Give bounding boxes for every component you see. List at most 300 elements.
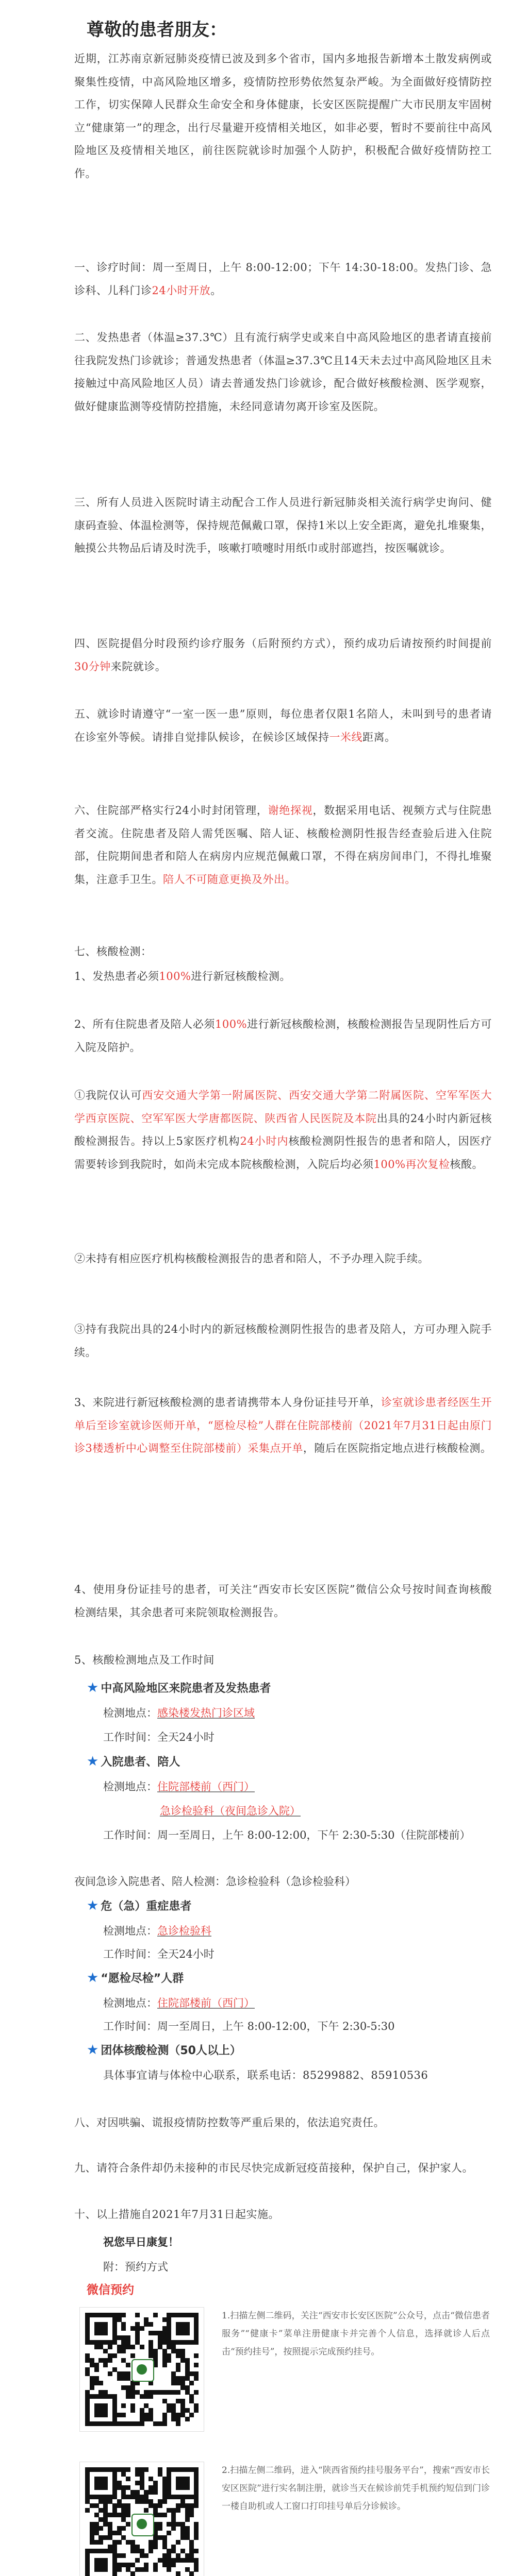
qr-module: [167, 2408, 171, 2413]
qr-module: [103, 2558, 108, 2563]
qr-module: [194, 2503, 199, 2508]
qr-module: [189, 2394, 194, 2399]
qr-module: [130, 2390, 135, 2395]
qr-module: [121, 2508, 126, 2513]
wish-text: 祝您早日康复！: [103, 2235, 179, 2248]
qr-module: [162, 2535, 167, 2540]
qr-module: [185, 2408, 190, 2413]
qr-module: [103, 2499, 108, 2504]
qr-module: [112, 2367, 117, 2372]
qr-module: [153, 2353, 158, 2358]
qr-module: [98, 2485, 103, 2490]
qr-module: [112, 2472, 117, 2477]
item-7-1: 1、发热患者必须100%进行新冠核酸检测。: [74, 970, 291, 982]
item-4-appointment: 四、医院提倡分时段预约诊疗服务（后附预约方式），预约成功后请按预约时间提前30分钟来院就诊。: [74, 637, 492, 673]
qr-module: [103, 2513, 108, 2517]
qr-module: [130, 2421, 135, 2426]
qr-module: [185, 2367, 190, 2372]
qr-module: [162, 2495, 167, 2499]
qr-module: [130, 2385, 135, 2390]
qr-module: [176, 2340, 180, 2345]
qr-module: [194, 2335, 199, 2340]
qr-module: [117, 2349, 122, 2353]
qr-module: [153, 2331, 158, 2335]
qr-module: [176, 2417, 180, 2421]
qr-module: [176, 2376, 180, 2381]
qr-module: [194, 2403, 199, 2408]
qr-module: [112, 2567, 117, 2572]
qr-module: [103, 2477, 108, 2481]
qr-module: [103, 2567, 108, 2572]
qr-module: [94, 2394, 99, 2399]
qr-module: [148, 2490, 153, 2495]
qr-module: [126, 2567, 130, 2572]
qr-module: [121, 2376, 126, 2381]
qr-module: [176, 2508, 180, 2513]
qr-module: [112, 2394, 117, 2399]
qr-module: [189, 2381, 194, 2385]
qr-module: [189, 2313, 194, 2317]
group-2-time: 工作时间：周一至周日，上午 8:00-12:00，下午 2:30-5:30（住院部楼前）: [103, 1829, 471, 1841]
qr-module: [185, 2358, 190, 2363]
qr-module: [185, 2513, 190, 2517]
qr-module: [167, 2558, 171, 2563]
qr-module: [185, 2503, 190, 2508]
qr-module: [130, 2408, 135, 2413]
group-1-time: 工作时间：全天24小时: [103, 1731, 214, 1743]
group-2-location-night: 急诊检验科（夜间急诊入院）: [160, 1805, 301, 1817]
qr-module: [176, 2353, 180, 2358]
qr-module: [135, 2390, 140, 2395]
qr-module: [103, 2517, 108, 2522]
qr-module: [90, 2540, 94, 2545]
qr-module: [167, 2567, 171, 2572]
qr-module: [194, 2363, 199, 2367]
qr-module: [144, 2563, 148, 2567]
qr-module: [180, 2522, 185, 2527]
qr-module: [162, 2358, 167, 2363]
qr-module: [144, 2390, 148, 2395]
qr-module: [167, 2335, 171, 2340]
qr-module: [162, 2399, 167, 2403]
qr-module: [126, 2363, 130, 2367]
qr-module: [117, 2540, 122, 2545]
qr-module: [185, 2567, 190, 2572]
qr-module: [167, 2317, 171, 2322]
qr-module: [148, 2413, 153, 2417]
qr-module: [180, 2399, 185, 2403]
qr-module: [148, 2503, 153, 2508]
qr-module: [108, 2467, 112, 2472]
qr-module: [180, 2413, 185, 2417]
qr-module: [98, 2499, 103, 2504]
qr-module: [98, 2326, 103, 2331]
qr-module: [180, 2358, 185, 2363]
qr-module: [185, 2526, 190, 2531]
qr-module: [98, 2526, 103, 2531]
qr-module: [126, 2335, 130, 2340]
qr-module: [117, 2513, 122, 2517]
qr-module: [112, 2545, 117, 2549]
qr-module: [162, 2553, 167, 2558]
item-7-heading: 七、核酸检测：: [74, 945, 152, 958]
qr-module: [112, 2335, 117, 2340]
qr-module: [121, 2349, 126, 2353]
qr-module: [103, 2495, 108, 2499]
item-9: 九、请符合条件却仍未接种的市民尽快完成新冠疫苗接种，保护自己，保护家人。: [74, 2162, 473, 2174]
item-8: 八、对因哄骗、谎报疫情防控数等严重后果的，依法追究责任。: [74, 2116, 385, 2129]
qr-module: [130, 2540, 135, 2545]
qr-module: [176, 2522, 180, 2527]
qr-module: [167, 2358, 171, 2363]
qr-module: [167, 2472, 171, 2477]
qr-module: [103, 2313, 108, 2317]
qr-module: [103, 2467, 108, 2472]
qr-module: [94, 2526, 99, 2531]
qr-module: [85, 2499, 90, 2504]
qr-module: [121, 2513, 126, 2517]
qr-module: [180, 2495, 185, 2499]
qr-module: [112, 2403, 117, 2408]
item-1-hours: 一、诊疗时间：周一至周日，上午 8:00-12:00；下午 14:30-18:00。发热门诊、急诊科、儿科门诊24小时开放。: [74, 261, 492, 297]
qr-module: [140, 2326, 144, 2331]
qr-module: [162, 2417, 167, 2421]
qr-module: [117, 2421, 122, 2426]
qr-module: [94, 2503, 99, 2508]
qr-module: [176, 2495, 180, 2499]
item-7-2-1: ①我院仅认可西安交通大学第一附属医院、西安交通大学第二附属医院、空军军医大学西京医院、空军军医大学唐都医院、陕西省人民医院及本院出具的24小时内新冠核酸检测报告。持以上5家医疗机构24小时内核酸检测阴性报告的患者和陪人，因医疗需要转诊到我院时，如尚未完成本院核酸检测，入院后均必须100%再次复检核酸。: [74, 1089, 492, 1171]
qr-module: [98, 2535, 103, 2540]
qr-module: [94, 2549, 99, 2553]
qr-module: [112, 2322, 117, 2327]
qr-module: [144, 2553, 148, 2558]
qr-module: [85, 2313, 90, 2317]
star-icon: ★: [87, 2042, 99, 2058]
qr-module: [112, 2553, 117, 2558]
qr-module: [194, 2477, 199, 2481]
qr-module: [171, 2545, 176, 2549]
qr-module: [171, 2349, 176, 2353]
qr-module: [98, 2563, 103, 2567]
qr-module: [162, 2413, 167, 2417]
qr-module: [140, 2553, 144, 2558]
qr-module: [121, 2326, 126, 2331]
qr-module: [158, 2345, 162, 2349]
qr-module: [153, 2503, 158, 2508]
qr-module: [171, 2340, 176, 2345]
qr-module: [103, 2549, 108, 2553]
qr-module: [103, 2508, 108, 2513]
qr-module: [171, 2508, 176, 2513]
qr-module: [135, 2467, 140, 2472]
group-2-night-note: 夜间急诊入院患者、陪人检测：急诊检验科（急诊检验科）: [74, 1875, 356, 1888]
qr-module: [153, 2563, 158, 2567]
qr-module: [148, 2322, 153, 2327]
qr-module: [94, 2403, 99, 2408]
qr-module: [148, 2331, 153, 2335]
qr-module: [103, 2394, 108, 2399]
qr-module: [185, 2553, 190, 2558]
qr-module: [167, 2340, 171, 2345]
qr-module: [189, 2495, 194, 2499]
qr-module: [130, 2495, 135, 2499]
qr-module: [135, 2335, 140, 2340]
qr-module: [108, 2522, 112, 2527]
qr-module: [176, 2503, 180, 2508]
qr-module: [85, 2331, 90, 2335]
qr-module: [167, 2563, 171, 2567]
qr-module: [144, 2495, 148, 2499]
wechat-instruction: 1.扫描左侧二维码，关注“西安市长安区医院”公众号，点击“微信患者服务”“健康卡”菜单注册健康卡并完善个人信息，选择就诊人后点击“预约挂号”，按照提示完成预约挂号。: [222, 2311, 490, 2357]
qr-module: [185, 2331, 190, 2335]
qr-module: [194, 2567, 199, 2572]
qr-module: [121, 2413, 126, 2417]
qr-module: [185, 2495, 190, 2499]
qr-module: [185, 2477, 190, 2481]
qr-module: [90, 2340, 94, 2345]
qr-module: [135, 2340, 140, 2345]
qr-module: [167, 2353, 171, 2358]
qr-module: [85, 2549, 90, 2553]
qr-module: [85, 2403, 90, 2408]
qr-module: [171, 2517, 176, 2522]
qr-module: [144, 2413, 148, 2417]
qr-module: [144, 2467, 148, 2472]
qr-module: [162, 2317, 167, 2322]
qr-module: [153, 2313, 158, 2317]
qr-module: [140, 2549, 144, 2553]
qr-module: [135, 2567, 140, 2572]
qr-module: [180, 2526, 185, 2531]
item-3-entry: 三、所有人员进入医院时请主动配合工作人员进行新冠肺炎相关流行病学史询问、健康码查验、体温检测等，保持规范佩戴口罩，保持1米以上安全距离，避免扎堆聚集，触摸公共物品后请及时洗手，咳嗽打喷嚏时用纸巾或肘部遮挡，按医嘱就诊。: [74, 496, 492, 554]
item-7-3: 3、来院进行新冠核酸检测的患者请携带本人身份证挂号开单，诊室就诊患者经医生开单后至诊室就诊医师开单，“愿检尽检”人群在住院部楼前（2021年7月31日起由原门诊3楼透析中心调整至住院部楼前）采集点开单，随后在医院指定地点进行核酸检测。: [74, 1396, 492, 1454]
qr-module: [153, 2490, 158, 2495]
qr-module: [194, 2353, 199, 2358]
qr-module: [162, 2477, 167, 2481]
qr-module: [90, 2363, 94, 2367]
wechat-qr-code: [79, 2307, 204, 2432]
qr-module: [85, 2485, 90, 2490]
qr-module: [112, 2313, 117, 2317]
qr-module: [103, 2363, 108, 2367]
qr-module: [135, 2421, 140, 2426]
qr-module: [85, 2508, 90, 2513]
qr-module: [167, 2508, 171, 2513]
qr-module: [189, 2371, 194, 2376]
qr-module: [94, 2340, 99, 2345]
qr-module: [98, 2390, 103, 2395]
qr-module: [126, 2340, 130, 2345]
qr-module: [85, 2490, 90, 2495]
qr-module: [180, 2558, 185, 2563]
qr-module: [85, 2326, 90, 2331]
qr-module: [176, 2326, 180, 2331]
qr-module: [171, 2390, 176, 2395]
qr-module: [85, 2358, 90, 2363]
group-3-location: 检测地点：急诊检验科: [103, 1925, 211, 1937]
qr-module: [153, 2390, 158, 2395]
star-icon: ★: [87, 1898, 99, 1913]
qr-module: [185, 2535, 190, 2540]
qr-module: [90, 2313, 94, 2317]
qr-module: [121, 2490, 126, 2495]
qr-module: [121, 2526, 126, 2531]
qr-module: [135, 2322, 140, 2327]
qr-module: [180, 2376, 185, 2381]
qr-module: [135, 2472, 140, 2477]
qr-module: [126, 2477, 130, 2481]
qr-module: [103, 2331, 108, 2335]
platform-qr-code: [79, 2462, 204, 2576]
qr-module: [98, 2358, 103, 2363]
qr-module: [103, 2413, 108, 2417]
qr-module: [85, 2417, 90, 2421]
qr-module: [112, 2413, 117, 2417]
qr-module: [130, 2403, 135, 2408]
group-2-heading: ★ 入院患者、陪人: [87, 1754, 180, 1769]
qr-module: [162, 2390, 167, 2395]
qr-module: [90, 2503, 94, 2508]
qr-module: [162, 2545, 167, 2549]
qr-module: [176, 2421, 180, 2426]
group-4-time: 工作时间：周一至周日，上午 8:00-12:00，下午 2:30-5:30: [103, 2020, 395, 2032]
qr-module: [90, 2467, 94, 2472]
group-5-heading: ★ 团体核酸检测（50人以上）: [87, 2042, 241, 2058]
qr-module: [194, 2531, 199, 2535]
qr-module: [135, 2495, 140, 2499]
qr-module: [180, 2485, 185, 2490]
qr-module: [90, 2376, 94, 2381]
qr-module: [117, 2317, 122, 2322]
qr-module: [130, 2490, 135, 2495]
item-7-2-2: ②未持有相应医疗机构核酸检测报告的患者和陪人，不予办理入院手续。: [74, 1252, 429, 1265]
qr-module: [108, 2421, 112, 2426]
qr-module: [185, 2313, 190, 2317]
item-7-2: 2、所有住院患者及陪人必须100%进行新冠核酸检测，核酸检测报告呈现阴性后方可入院及陪护。: [74, 1018, 492, 1054]
qr-module: [85, 2571, 90, 2576]
qr-module: [85, 2558, 90, 2563]
qr-module: [126, 2503, 130, 2508]
qr-module: [148, 2340, 153, 2345]
qr-module: [103, 2349, 108, 2353]
qr-module: [94, 2531, 99, 2535]
qr-module: [162, 2513, 167, 2517]
qr-module: [189, 2571, 194, 2576]
qr-module: [126, 2467, 130, 2472]
qr-module: [85, 2390, 90, 2395]
qr-module: [103, 2358, 108, 2363]
qr-module: [144, 2417, 148, 2421]
qr-module: [135, 2558, 140, 2563]
qr-module: [112, 2503, 117, 2508]
qr-module: [167, 2481, 171, 2485]
qr-module: [194, 2390, 199, 2395]
qr-module: [98, 2549, 103, 2553]
qr-module: [108, 2549, 112, 2553]
qr-module: [171, 2495, 176, 2499]
qr-module: [194, 2467, 199, 2472]
qr-module: [144, 2322, 148, 2327]
qr-module: [185, 2485, 190, 2490]
qr-module: [112, 2421, 117, 2426]
qr-module: [108, 2358, 112, 2363]
qr-module: [180, 2326, 185, 2331]
qr-module: [162, 2558, 167, 2563]
qr-module: [194, 2485, 199, 2490]
qr-module: [130, 2326, 135, 2331]
qr-module: [176, 2331, 180, 2335]
qr-module: [85, 2408, 90, 2413]
qr-module: [180, 2535, 185, 2540]
qr-module: [121, 2358, 126, 2363]
qr-module: [112, 2467, 117, 2472]
qr-module: [103, 2326, 108, 2331]
qr-module: [185, 2390, 190, 2395]
qr-module: [85, 2481, 90, 2485]
qr-module: [158, 2535, 162, 2540]
qr-module: [98, 2313, 103, 2317]
qr-module: [98, 2322, 103, 2327]
qr-module: [117, 2413, 122, 2417]
qr-module: [117, 2563, 122, 2567]
item-10: 十、以上措施自2021年7月31日起实施。: [74, 2208, 280, 2221]
qr-module: [194, 2331, 199, 2335]
qr-module: [140, 2421, 144, 2426]
qr-module: [94, 2408, 99, 2413]
qr-module: [135, 2326, 140, 2331]
qr-module: [90, 2394, 94, 2399]
qr-module: [148, 2485, 153, 2490]
qr-module: [103, 2563, 108, 2567]
qr-module: [158, 2340, 162, 2345]
qr-module: [98, 2413, 103, 2417]
qr-module: [121, 2345, 126, 2349]
qr-module: [103, 2408, 108, 2413]
qr-module: [176, 2363, 180, 2367]
qr-module: [180, 2467, 185, 2472]
item-6-inpatient: 六、住院部严格实行24小时封闭管理，谢绝探视，数据采用电话、视频方式与住院患者交流。住院患者及陪人需凭医嘱、陪人证、核酸检测阴性报告经查验后进入住院部，住院期间患者和陪人在病房内应规范佩戴口罩，不得在病房间串门，不得扎堆聚集，注意手卫生。陪人不可随意更换及外出。: [74, 804, 492, 886]
qr-module: [85, 2477, 90, 2481]
qr-module: [112, 2317, 117, 2322]
qr-module: [194, 2558, 199, 2563]
qr-module: [167, 2331, 171, 2335]
qr-module: [176, 2467, 180, 2472]
qr-module: [158, 2499, 162, 2504]
qr-module: [171, 2313, 176, 2317]
qr-module: [189, 2513, 194, 2517]
qr-module: [121, 2485, 126, 2490]
qr-module: [171, 2381, 176, 2385]
qr-module: [121, 2421, 126, 2426]
qr-module: [144, 2490, 148, 2495]
qr-module: [194, 2526, 199, 2531]
qr-module: [85, 2317, 90, 2322]
qr-module: [171, 2413, 176, 2417]
qr-module: [148, 2345, 153, 2349]
qr-module: [85, 2340, 90, 2345]
qr-module: [103, 2522, 108, 2527]
qr-module: [194, 2499, 199, 2504]
qr-module: [90, 2535, 94, 2540]
qr-module: [180, 2499, 185, 2504]
qr-module: [98, 2345, 103, 2349]
qr-module: [85, 2472, 90, 2477]
qr-module: [85, 2371, 90, 2376]
qr-module: [112, 2326, 117, 2331]
qr-module: [140, 2408, 144, 2413]
qr-module: [185, 2326, 190, 2331]
qr-module: [117, 2499, 122, 2504]
